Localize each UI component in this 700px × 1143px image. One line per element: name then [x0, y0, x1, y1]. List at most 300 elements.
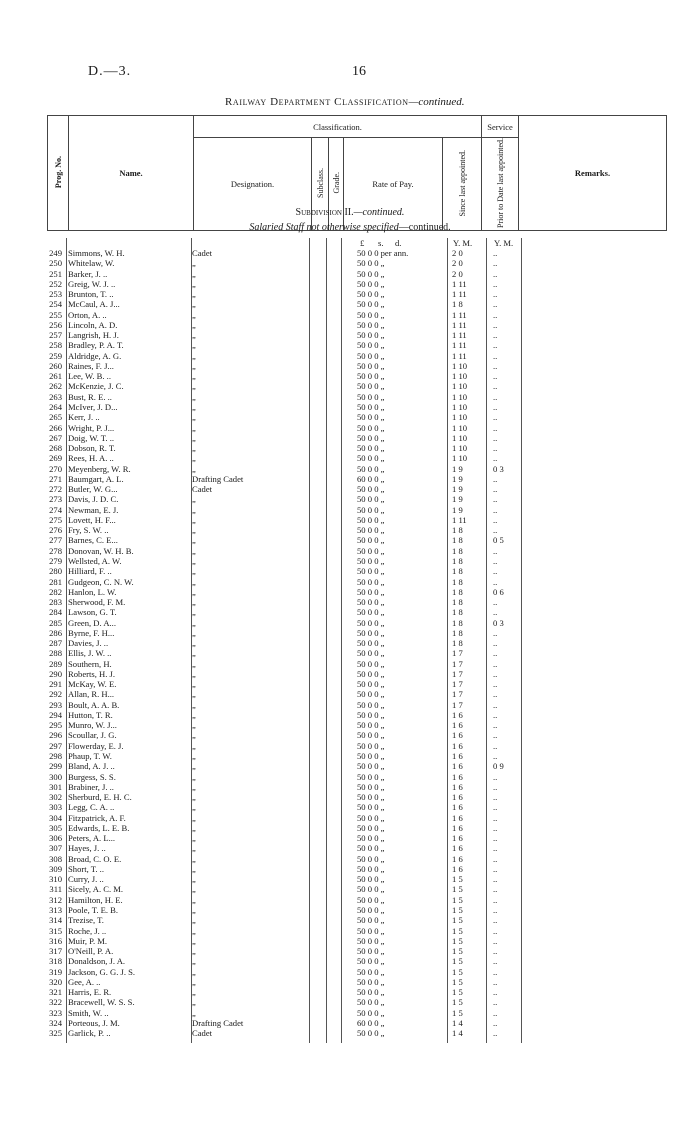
row-name: Doig, W. T. .. [68, 432, 114, 443]
row-rate-of-pay: 50 0 0 „ [357, 761, 385, 772]
row-prog-no: 269 [49, 453, 62, 464]
row-service-prior: .. [493, 340, 498, 351]
table-row [0, 494, 700, 504]
row-designation: „ [192, 299, 196, 310]
row-name: Bracewell, W. S. S. [68, 997, 135, 1008]
row-rate-of-pay: 50 0 0 „ [357, 976, 385, 987]
row-name: Gudgeon, C. N. W. [68, 576, 134, 587]
row-service-prior: .. [493, 494, 498, 505]
row-name: Scoullar, J. G. [68, 730, 117, 741]
row-rate-of-pay: 50 0 0 „ [357, 956, 385, 967]
table-row [0, 351, 700, 361]
row-service-prior: .. [493, 453, 498, 464]
row-service-prior: .. [493, 381, 498, 392]
row-prog-no: 281 [49, 576, 62, 587]
row-service-prior: .. [493, 689, 498, 700]
row-rate-of-pay: 60 0 0 „ [357, 1017, 385, 1028]
table-row [0, 371, 700, 381]
row-service-prior: .. [493, 843, 498, 854]
row-name: Short, T. .. [68, 863, 104, 874]
row-designation: „ [192, 330, 196, 341]
row-prog-no: 284 [49, 607, 62, 618]
row-name: Brunton, T. .. [68, 289, 114, 300]
table-row [0, 484, 700, 494]
row-service-prior: .. [493, 607, 498, 618]
row-name: Porteous, J. M. [68, 1017, 120, 1028]
row-name: Greig, W. J. .. [68, 278, 116, 289]
row-prog-no: 314 [49, 915, 62, 926]
row-service-since: 1 8 [452, 576, 463, 587]
unit-pence: d. [395, 238, 402, 248]
row-service-since: 1 10 [452, 371, 468, 382]
unit-pounds: £ [360, 238, 365, 248]
row-service-prior: .. [493, 350, 498, 361]
row-service-prior: .. [493, 905, 498, 915]
row-rate-of-pay: 50 0 0 „ [357, 884, 385, 895]
row-service-since: 1 8 [452, 555, 463, 566]
row-name: Flowerday, E. J. [68, 740, 124, 751]
row-designation: „ [192, 289, 196, 300]
page-number: 16 [352, 64, 366, 79]
row-designation: „ [192, 935, 196, 946]
row-service-prior: .. [493, 792, 498, 803]
row-service-since: 1 5 [452, 905, 463, 915]
row-prog-no: 313 [49, 905, 62, 915]
row-name: Legg, C. A. .. [68, 802, 115, 813]
row-rate-of-pay: 50 0 0 „ [357, 638, 385, 649]
row-prog-no: 274 [49, 504, 62, 515]
row-rate-of-pay: 50 0 0 „ [357, 740, 385, 751]
row-designation: „ [192, 258, 196, 269]
row-name: Newman, E. J. [68, 504, 119, 515]
row-rate-of-pay: 50 0 0 „ [357, 792, 385, 803]
row-prog-no: 323 [49, 1007, 62, 1018]
row-name: Harris, E. R. [68, 987, 112, 998]
row-designation: Drafting Cadet [192, 473, 244, 484]
row-prog-no: 272 [49, 484, 62, 495]
table-row [0, 269, 700, 279]
row-service-since: 1 11 [452, 319, 467, 330]
row-designation: „ [192, 309, 196, 320]
row-rate-of-pay: 50 0 0 „ [357, 330, 385, 341]
row-name: Broad, C. O. E. [68, 853, 122, 864]
row-rate-of-pay: 50 0 0 „ [357, 381, 385, 392]
table-row [0, 556, 700, 566]
row-prog-no: 316 [49, 935, 62, 946]
row-service-since: 1 11 [452, 309, 467, 320]
row-rate-of-pay: 50 0 0 „ [357, 443, 385, 454]
col-subclass: Subclass. [312, 138, 329, 231]
row-prog-no: 253 [49, 289, 62, 300]
row-name: Sherburd, E. H. C. [68, 792, 132, 803]
title-main: Railway Department Classification [225, 96, 409, 108]
row-prog-no: 268 [49, 443, 62, 454]
row-service-prior: .. [493, 299, 498, 310]
row-service-prior: .. [493, 1028, 498, 1039]
row-name: Poole, T. E. B. [68, 905, 119, 915]
table-row [0, 772, 700, 782]
row-name: McKay, W. E. [68, 679, 117, 690]
unit-years-months-prior: Y. M. [494, 238, 514, 248]
table-row [0, 710, 700, 720]
row-service-since: 1 5 [452, 915, 463, 926]
row-service-since: 1 5 [452, 1007, 463, 1018]
section-continued: —continued. [398, 222, 451, 233]
row-prog-no: 302 [49, 792, 62, 803]
row-prog-no: 320 [49, 976, 62, 987]
table-row [0, 679, 700, 689]
row-rate-of-pay: 50 0 0 „ [357, 586, 385, 597]
row-name: Dobson, R. T. [68, 443, 116, 454]
row-rate-of-pay: 50 0 0 „ [357, 874, 385, 885]
row-prog-no: 293 [49, 699, 62, 710]
table-row [0, 659, 700, 669]
row-rate-of-pay: 50 0 0 „ [357, 730, 385, 741]
table-row [0, 433, 700, 443]
row-designation: „ [192, 792, 196, 803]
row-service-prior: .. [493, 576, 498, 587]
row-designation: „ [192, 597, 196, 608]
row-service-prior: .. [493, 360, 498, 371]
row-name: Brabiner, J. .. [68, 781, 114, 792]
row-service-since: 1 8 [452, 566, 463, 577]
table-row [0, 535, 700, 545]
row-service-since: 1 8 [452, 535, 463, 546]
table-row [0, 423, 700, 433]
staff-list [0, 248, 700, 1038]
row-rate-of-pay: 50 0 0 „ [357, 371, 385, 382]
table-row [0, 802, 700, 812]
row-service-since: 1 8 [452, 299, 463, 310]
row-prog-no: 267 [49, 432, 62, 443]
row-service-prior: 0 9 [493, 761, 504, 772]
row-service-prior: .. [493, 545, 498, 556]
row-rate-of-pay: 50 0 0 „ [357, 504, 385, 515]
row-service-prior: 0 6 [493, 586, 504, 597]
row-service-since: 1 6 [452, 822, 463, 833]
row-prog-no: 288 [49, 648, 62, 659]
row-service-prior: .. [493, 679, 498, 690]
table-row [0, 618, 700, 628]
row-service-since: 1 11 [452, 350, 467, 361]
row-designation: „ [192, 381, 196, 392]
row-service-since: 1 10 [452, 422, 468, 433]
row-designation: „ [192, 648, 196, 659]
row-service-prior: .. [493, 432, 498, 443]
table-row [0, 895, 700, 905]
row-prog-no: 311 [49, 884, 62, 895]
row-service-since: 1 6 [452, 771, 463, 782]
table-row [0, 1018, 700, 1028]
row-rate-of-pay: 50 0 0 „ [357, 258, 385, 269]
row-designation: „ [192, 833, 196, 844]
row-service-since: 1 6 [452, 781, 463, 792]
row-prog-no: 264 [49, 401, 62, 412]
row-designation: „ [192, 494, 196, 505]
table-row [0, 340, 700, 350]
row-service-since: 1 7 [452, 648, 463, 659]
row-rate-of-pay: 50 0 0 „ [357, 278, 385, 289]
row-prog-no: 283 [49, 597, 62, 608]
row-name: Simmons, W. H. [68, 248, 125, 258]
row-service-prior: .. [493, 863, 498, 874]
table-row [0, 299, 700, 309]
table-row [0, 587, 700, 597]
row-service-prior: .. [493, 638, 498, 649]
row-service-prior: .. [493, 648, 498, 659]
row-rate-of-pay: 50 0 0 „ [357, 432, 385, 443]
row-service-prior: .. [493, 401, 498, 412]
row-name: Davies, J. .. [68, 638, 109, 649]
row-service-since: 1 11 [452, 514, 467, 525]
row-prog-no: 306 [49, 833, 62, 844]
row-service-prior: .. [493, 884, 498, 895]
row-designation: „ [192, 422, 196, 433]
row-prog-no: 301 [49, 781, 62, 792]
row-service-since: 1 6 [452, 740, 463, 751]
row-rate-of-pay: 50 0 0 „ [357, 617, 385, 628]
row-prog-no: 319 [49, 966, 62, 977]
row-prog-no: 292 [49, 689, 62, 700]
row-name: Hayes, J. .. [68, 843, 106, 854]
row-service-since: 1 5 [452, 935, 463, 946]
row-rate-of-pay: 50 0 0 „ [357, 484, 385, 495]
row-service-since: 1 5 [452, 946, 463, 957]
row-designation: „ [192, 607, 196, 618]
row-designation: „ [192, 401, 196, 412]
table-row [0, 248, 700, 258]
row-service-prior: .. [493, 473, 498, 484]
row-name: McKenzie, J. C. [68, 381, 124, 392]
row-name: Munro, W. J... [68, 720, 117, 731]
table-row [0, 977, 700, 987]
row-service-since: 1 5 [452, 894, 463, 905]
row-name: Ellis, J. W. .. [68, 648, 112, 659]
row-designation: „ [192, 802, 196, 813]
row-service-prior: .. [493, 566, 498, 577]
row-name: Barker, J. .. [68, 268, 108, 279]
row-service-since: 1 6 [452, 812, 463, 823]
row-name: Donovan, W. H. B. [68, 545, 134, 556]
row-service-prior: .. [493, 1007, 498, 1018]
row-service-since: 1 9 [452, 463, 463, 474]
row-service-prior: .. [493, 874, 498, 885]
row-service-prior: .. [493, 443, 498, 454]
row-prog-no: 280 [49, 566, 62, 577]
row-designation: „ [192, 730, 196, 741]
row-rate-of-pay: 50 0 0 „ [357, 812, 385, 823]
col-classification: Classification. [194, 116, 482, 138]
table-row [0, 1008, 700, 1018]
table-row [0, 330, 700, 340]
col-name: Name. [69, 116, 194, 231]
row-service-prior: .. [493, 422, 498, 433]
row-service-prior: .. [493, 525, 498, 536]
row-prog-no: 256 [49, 319, 62, 330]
row-name: Hutton, T. R. [68, 709, 113, 720]
row-name: Green, D. A... [68, 617, 116, 628]
row-service-prior: .. [493, 833, 498, 844]
table-row [0, 258, 700, 268]
row-rate-of-pay: 50 0 0 „ [357, 802, 385, 813]
table-row [0, 720, 700, 730]
row-name: Bradley, P. A. T. [68, 340, 124, 351]
table-row [0, 700, 700, 710]
row-service-since: 1 5 [452, 925, 463, 936]
row-designation: „ [192, 668, 196, 679]
table-row [0, 956, 700, 966]
table-row [0, 577, 700, 587]
row-rate-of-pay: 50 0 0 „ [357, 391, 385, 402]
table-row [0, 884, 700, 894]
row-designation: „ [192, 740, 196, 751]
row-service-since: 1 6 [452, 843, 463, 854]
row-designation: „ [192, 812, 196, 823]
row-designation: „ [192, 545, 196, 556]
table-row [0, 607, 700, 617]
row-service-prior: .. [493, 699, 498, 710]
row-prog-no: 259 [49, 350, 62, 361]
row-name: Hanlon, L. W. [68, 586, 117, 597]
table-row [0, 915, 700, 925]
row-rate-of-pay: 50 0 0 „ [357, 340, 385, 351]
row-service-since: 1 6 [452, 802, 463, 813]
table-row [0, 741, 700, 751]
row-service-prior: .. [493, 751, 498, 762]
row-rate-of-pay: 50 0 0 „ [357, 412, 385, 423]
table-row [0, 669, 700, 679]
row-service-since: 2 0 [452, 258, 463, 269]
row-designation: „ [192, 638, 196, 649]
row-designation: „ [192, 894, 196, 905]
row-name: Meyenberg, W. R. [68, 463, 131, 474]
table-row [0, 525, 700, 535]
row-prog-no: 307 [49, 843, 62, 854]
row-designation: „ [192, 863, 196, 874]
row-name: Lee, W. B. .. [68, 371, 111, 382]
row-designation: „ [192, 319, 196, 330]
row-designation: „ [192, 853, 196, 864]
row-prog-no: 303 [49, 802, 62, 813]
row-designation: „ [192, 956, 196, 967]
row-service-since: 1 7 [452, 658, 463, 669]
row-prog-no: 282 [49, 586, 62, 597]
row-service-prior: .. [493, 309, 498, 320]
row-designation: „ [192, 771, 196, 782]
row-service-prior: .. [493, 709, 498, 720]
row-designation: „ [192, 371, 196, 382]
row-service-prior: .. [493, 740, 498, 751]
row-service-since: 2 0 [452, 268, 463, 279]
row-service-since: 1 9 [452, 494, 463, 505]
row-service-since: 1 9 [452, 484, 463, 495]
row-designation: „ [192, 884, 196, 895]
table-row [0, 874, 700, 884]
row-service-since: 1 5 [452, 874, 463, 885]
table-row [0, 361, 700, 371]
row-prog-no: 304 [49, 812, 62, 823]
row-prog-no: 296 [49, 730, 62, 741]
row-name: Fitzpatrick, A. F. [68, 812, 126, 823]
row-designation: „ [192, 946, 196, 957]
table-row [0, 946, 700, 956]
row-name: Phaup, T. W. [68, 751, 112, 762]
row-service-since: 1 11 [452, 289, 467, 300]
row-service-since: 1 8 [452, 545, 463, 556]
row-service-since: 1 8 [452, 617, 463, 628]
row-rate-of-pay: 50 0 0 „ [357, 566, 385, 577]
row-prog-no: 289 [49, 658, 62, 669]
table-row [0, 782, 700, 792]
row-service-prior: .. [493, 289, 498, 300]
row-service-prior: .. [493, 956, 498, 967]
table-row [0, 515, 700, 525]
col-since-last: Since last appointed. [443, 138, 482, 231]
row-service-since: 1 6 [452, 761, 463, 772]
row-name: Fry, S. W. .. [68, 525, 109, 536]
row-service-since: 1 11 [452, 278, 467, 289]
row-designation: „ [192, 453, 196, 464]
row-service-since: 1 8 [452, 627, 463, 638]
row-prog-no: 270 [49, 463, 62, 474]
row-service-since: 1 8 [452, 525, 463, 536]
table-row [0, 864, 700, 874]
row-rate-of-pay: 50 0 0 „ [357, 987, 385, 998]
row-designation: „ [192, 268, 196, 279]
row-service-since: 1 5 [452, 997, 463, 1008]
row-prog-no: 317 [49, 946, 62, 957]
row-name: Wellsted, A. W. [68, 555, 122, 566]
row-rate-of-pay: 50 0 0 „ [357, 905, 385, 915]
row-name: Butler, W. G... [68, 484, 118, 495]
row-rate-of-pay: 50 0 0 „ [357, 597, 385, 608]
row-designation: „ [192, 689, 196, 700]
row-rate-of-pay: 50 0 0 „ [357, 627, 385, 638]
row-rate-of-pay: 50 0 0 „ [357, 319, 385, 330]
row-rate-of-pay: 50 0 0 „ [357, 658, 385, 669]
row-designation: „ [192, 412, 196, 423]
row-service-prior: .. [493, 484, 498, 495]
table-row [0, 320, 700, 330]
col-service: Service [482, 116, 519, 138]
row-prog-no: 266 [49, 422, 62, 433]
table-row [0, 289, 700, 299]
row-name: Sicely, A. C. M. [68, 884, 124, 895]
row-service-prior: .. [493, 781, 498, 792]
row-rate-of-pay: 50 0 0 „ [357, 1007, 385, 1018]
table-row [0, 926, 700, 936]
row-service-since: 1 6 [452, 751, 463, 762]
row-designation: „ [192, 432, 196, 443]
row-service-since: 1 11 [452, 330, 467, 341]
row-service-since: 1 5 [452, 987, 463, 998]
row-rate-of-pay: 50 0 0 „ [357, 689, 385, 700]
row-rate-of-pay: 50 0 0 „ [357, 555, 385, 566]
row-prog-no: 251 [49, 268, 62, 279]
row-service-prior: .. [493, 658, 498, 669]
row-service-prior: .. [493, 730, 498, 741]
row-rate-of-pay: 50 0 0 „ [357, 350, 385, 361]
row-designation: Cadet [192, 484, 213, 495]
row-designation: „ [192, 586, 196, 597]
row-rate-of-pay: 50 0 0 „ [357, 781, 385, 792]
row-prog-no: 250 [49, 258, 62, 269]
row-name: Wright, P. J... [68, 422, 115, 433]
row-name: Roberts, H. J. [68, 668, 116, 679]
row-rate-of-pay: 50 0 0 „ [357, 699, 385, 710]
row-service-prior: .. [493, 371, 498, 382]
row-service-since: 1 8 [452, 607, 463, 618]
